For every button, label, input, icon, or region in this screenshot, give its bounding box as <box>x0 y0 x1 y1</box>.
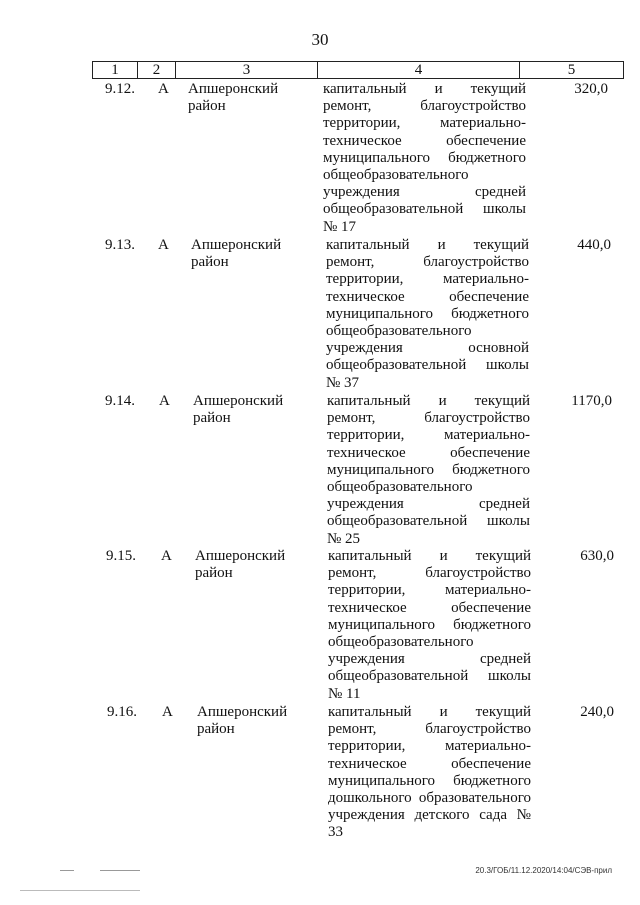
scan-artifact <box>20 890 140 891</box>
row-description: капитальный и текущий ремонт, благоустройство территории, материально-техническое обеспечение муниципального бюджетного общеобразовательного учреждения основной общеобразовательной школы № 37 <box>326 237 529 391</box>
row-category: А <box>159 393 170 409</box>
column-header-table <box>92 61 624 79</box>
row-amount: 320,0 <box>574 81 608 97</box>
row-amount: 1170,0 <box>571 393 612 409</box>
row-description: капитальный и текущий ремонт, благоустройство территории, материально-техническое обеспечение муниципального бюджетного дошкольного образовательного учреждения детского сада № 33 <box>328 704 531 841</box>
row-number: 9.14. <box>105 393 135 409</box>
column-header-1: 1 <box>93 62 138 79</box>
row-amount: 440,0 <box>577 237 611 253</box>
scan-artifact <box>100 870 140 871</box>
row-number: 9.16. <box>107 704 137 720</box>
row-district: Апшеронский район <box>197 704 288 737</box>
row-description: капитальный и текущий ремонт, благоустройство территории, материально-техническое обеспечение муниципального бюджетного общеобразовательного учреждения средней общеобразовательной школы № 25 <box>327 393 530 547</box>
row-district: Апшеронский район <box>188 81 279 114</box>
column-header-2: 2 <box>138 62 176 79</box>
column-header-3: 3 <box>176 62 318 79</box>
row-category: А <box>162 704 173 720</box>
row-category: А <box>158 237 169 253</box>
row-district: Апшеронский район <box>193 393 284 426</box>
column-header-5: 5 <box>520 62 624 79</box>
column-header-4: 4 <box>318 62 520 79</box>
row-category: А <box>158 81 169 97</box>
row-number: 9.12. <box>105 81 135 97</box>
footer-document-code: 20.3/ГОБ/11.12.2020/14:04/СЭВ-прил <box>475 866 612 875</box>
row-amount: 630,0 <box>580 548 614 564</box>
scan-artifact <box>60 870 74 871</box>
row-district: Апшеронский район <box>191 237 282 270</box>
row-number: 9.13. <box>105 237 135 253</box>
row-number: 9.15. <box>106 548 136 564</box>
row-description: капитальный и текущий ремонт, благоустройство территории, материально-техническое обеспечение муниципального бюджетного общеобразовательного учреждения средней общеобразовательной школы № 11 <box>328 548 531 702</box>
row-amount: 240,0 <box>580 704 614 720</box>
row-description: капитальный и текущий ремонт, благоустройство территории, материально-техническое обеспечение муниципального бюджетного общеобразовательного учреждения средней общеобразовательной школы № 17 <box>323 81 526 235</box>
row-category: А <box>161 548 172 564</box>
row-district: Апшеронский район <box>195 548 286 581</box>
page-number: 30 <box>311 30 329 49</box>
